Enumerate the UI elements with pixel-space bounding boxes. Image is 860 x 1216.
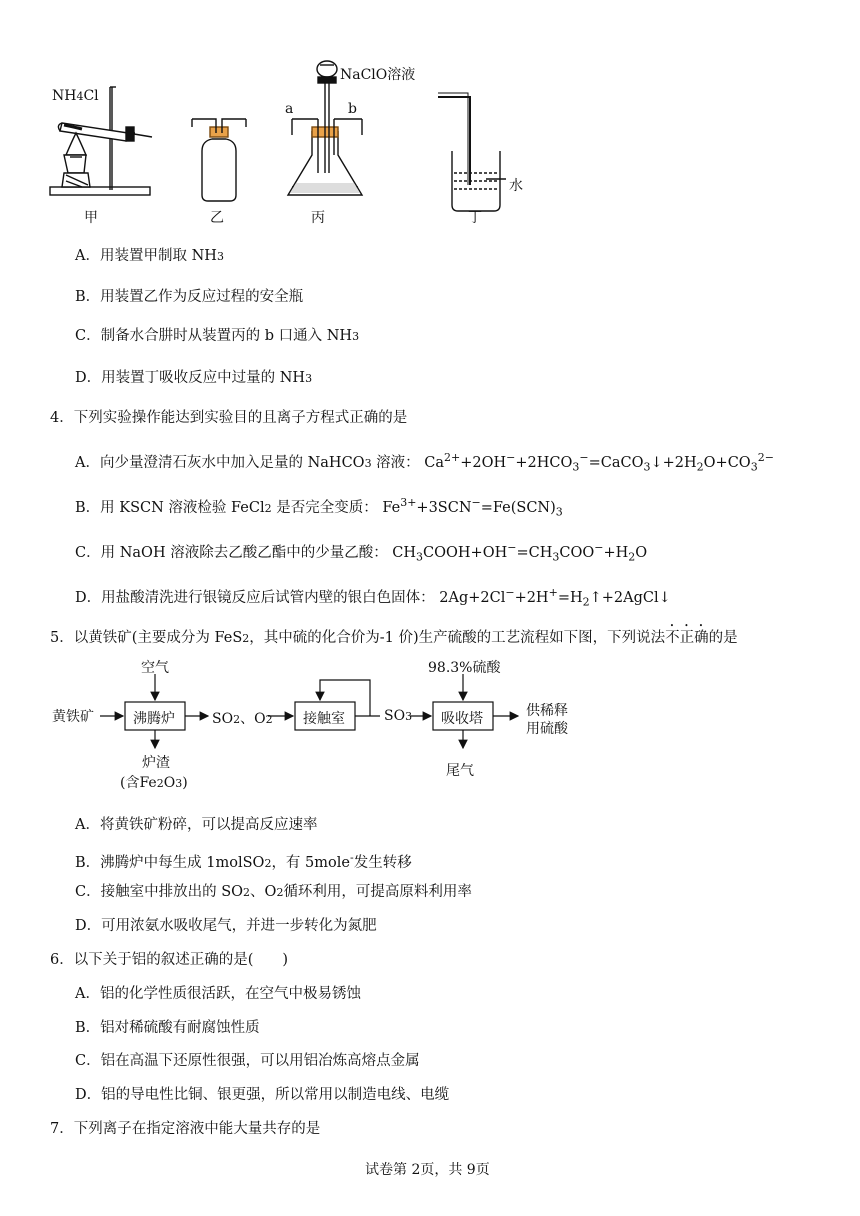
label-ding: 丁 [468, 210, 482, 226]
flow-tail-gas: 尾气 [446, 763, 474, 779]
apparatus-drawing [40, 55, 540, 235]
flow-product-1: 供稀释 [526, 703, 568, 719]
q4-option-b: B．用 KSCN 溶液检验 FeCl2 是否完全变质： $Fe^{3+}+3SCN^-=Fe(SCN)_3$ [75, 496, 563, 519]
apparatus-ding [438, 93, 506, 211]
q3-option-c: C．制备水合肼时从装置丙的 b 口通入 NH3 [75, 328, 360, 344]
q5-option-c: C．接触室中排放出的 SO2、O2循环利用，可提高原料利用率 [75, 884, 472, 900]
q3-option-a: A．用装置甲制取 NH3 [75, 248, 224, 264]
flow-so3: SO3 [384, 708, 413, 724]
flow-air: 空气 [141, 660, 169, 676]
flow-slag-2: (含Fe2O3) [120, 775, 188, 791]
q4-stem: 4．下列实验操作能达到实验目的且离子方程式正确的是 [50, 410, 408, 426]
label-yi: 乙 [210, 210, 224, 226]
q5-option-b: B．沸腾炉中每生成 1molSO2，有 5mole-发生转移 [75, 851, 412, 871]
flow-slag-1: 炉渣 [142, 755, 170, 771]
q6-option-b: B．铝对稀硫酸有耐腐蚀性质 [75, 1020, 260, 1036]
flow-contact: 接触室 [303, 711, 345, 727]
q6-option-c: C．铝在高温下还原性很强，可以用铝冶炼高熔点金属 [75, 1053, 420, 1069]
q5-emphasis: 不正确 [665, 630, 709, 646]
q6-stem: 6．以下关于铝的叙述正确的是( ) [50, 952, 289, 968]
page-footer: 试卷第 2页，共 9页 [365, 1162, 490, 1178]
flow-acid: 98.3%硫酸 [428, 660, 501, 676]
q6-option-d: D．铝的导电性比铜、银更强，所以常用以制造电线、电缆 [75, 1087, 450, 1103]
bing-port-b: b [348, 101, 357, 117]
q5-stem: 5．以黄铁矿(主要成分为 FeS2，其中硫的化合价为-1 价)生产硫酸的工艺流程如下图，下列说法不正确的是 [50, 630, 738, 646]
q3-option-d: D．用装置丁吸收反应中过量的 NH3 [75, 370, 313, 386]
flow-so2-o2: SO2、O2 [212, 711, 273, 727]
flow-input: 黄铁矿 [52, 709, 94, 725]
q4-option-a: A．向少量澄清石灰水中加入足量的 NaHCO3 溶液： $Ca^{2+}+2OH^-+2HCO_3^-=CaCO_3↓+2H_2O+CO_3^{2-}$ [75, 451, 774, 474]
apparatus-yi [192, 119, 246, 201]
q3-option-b: B．用装置乙作为反应过程的安全瓶 [75, 289, 304, 305]
flow-product-2: 用硫酸 [526, 721, 568, 737]
flow-absorber: 吸收塔 [441, 711, 483, 727]
ding-liquid-label: 水 [509, 178, 523, 194]
q7-stem: 7．下列离子在指定溶液中能大量共存的是 [50, 1121, 321, 1137]
label-jia: 甲 [84, 210, 98, 226]
flow-furnace: 沸腾炉 [133, 711, 175, 727]
apparatus-figure [40, 55, 540, 235]
label-bing: 丙 [311, 210, 325, 226]
jia-reagent-label: NH4Cl [52, 88, 99, 104]
q5-option-d: D．可用浓氨水吸收尾气，并进一步转化为氮肥 [75, 918, 377, 934]
q4-option-d: D．用盐酸清洗进行银镜反应后试管内壁的银白色固体： $2Ag+2Cl^-+2H^+=H_2↑+2AgCl↓$ [75, 586, 671, 609]
bing-port-a: a [285, 101, 294, 117]
q6-option-a: A．铝的化学性质很活跃，在空气中极易锈蚀 [75, 986, 361, 1002]
q4-option-c: C．用 NaOH 溶液除去乙酸乙酯中的少量乙酸： $CH_3COOH+OH^-=CH_3COO^-+H_2O$ [75, 541, 648, 564]
bing-reagent-label: NaClO溶液 [340, 67, 416, 83]
q5-option-a: A．将黄铁矿粉碎，可以提高反应速率 [75, 817, 318, 833]
